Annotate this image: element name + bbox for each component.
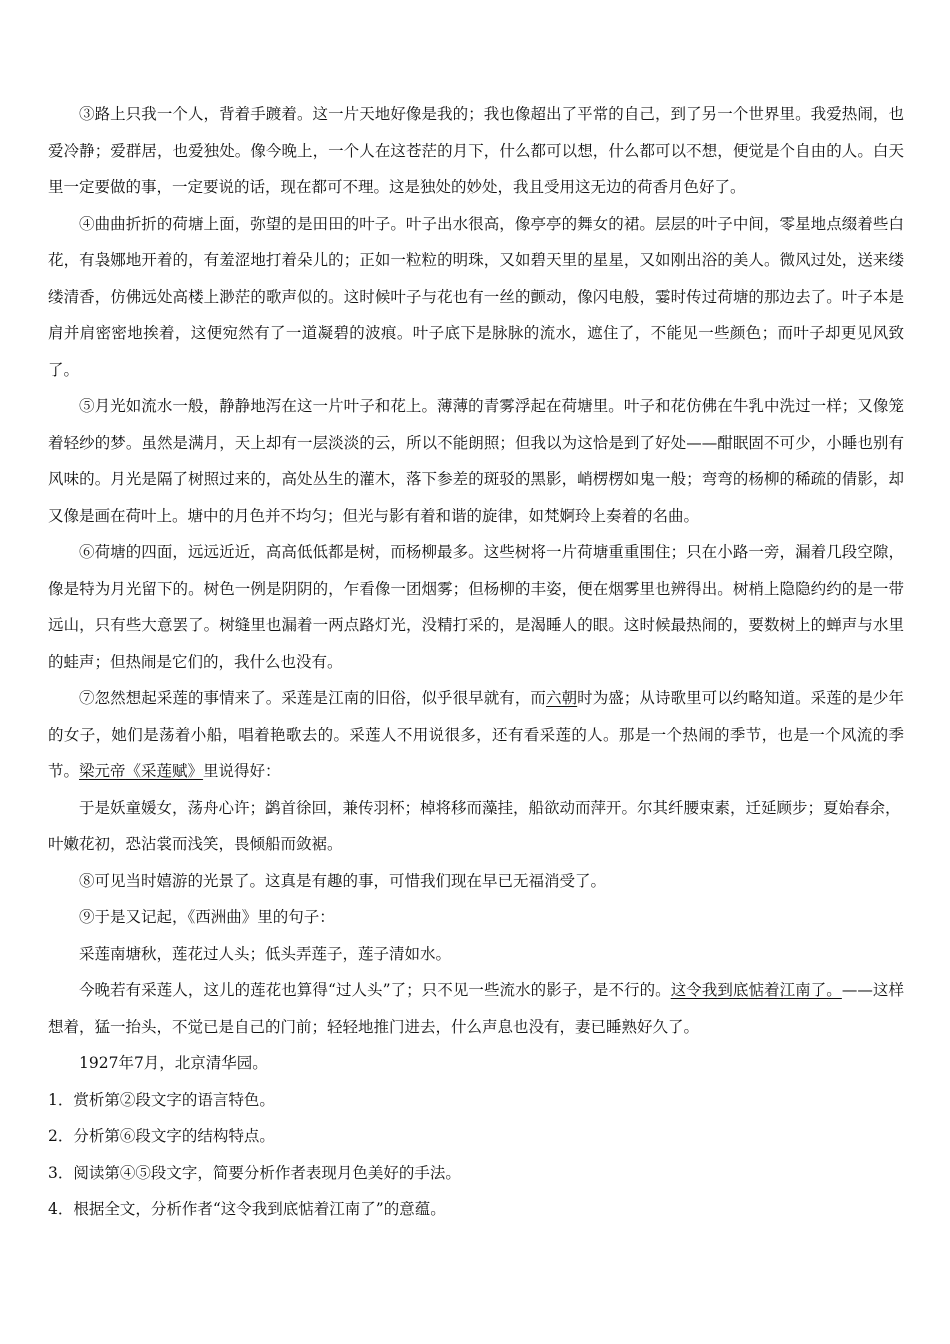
underlined-liuchao: 六朝 — [546, 689, 578, 707]
underlined-liang-yuandi: 梁元帝 — [79, 762, 126, 780]
paragraph-6: ⑥荷塘的四面，远远近近，高高低低都是树，而杨柳最多。这些树将一片荷塘重重围住；只在小路一旁，漏着几段空隙，像是特为月光留下的。树色一例是阴阴的，乍看像一团烟雾；但杨柳的丰姿，便在烟雾里也辨得出。树梢上隐隐约约的是一带远山，只有些大意罢了。树缝里也漏着一两点路灯光，没精打采的，是渴睡人的眼。这时候最热闹的，要数树上的蝉声与水里的蛙声；但热闹是它们的，我什么也没有。 — [48, 543, 904, 671]
paragraph-7-text-a: ⑦忽然想起采莲的事情来了。采莲是江南的旧俗，似乎很早就有，而 — [79, 689, 546, 707]
paragraph-7 — [48, 680, 904, 790]
quote-xizhou-qu: 采莲南塘秋，莲花过人头；低头弄莲子，莲子清如水。 — [79, 944, 452, 963]
paragraph-10-text-b: ——这样想着，猛一抬头，不觉已是自己的门前；轻轻地推门进去，什么声息也没有，妻已睡熟好久了。 — [48, 981, 904, 1036]
question-3: 3．阅读第④⑤段文字，简要分析作者表现月色美好的手法。 — [48, 1163, 461, 1182]
paragraph-10-text-a: 今晚若有采莲人，这儿的莲花也算得“过人头”了；只不见一些流水的影子，是不行的。 — [79, 981, 671, 999]
paragraph-5: ⑤月光如流水一般，静静地泻在这一片叶子和花上。薄薄的青雾浮起在荷塘里。叶子和花仿佛在牛乳中洗过一样；又像笼着轻纱的梦。虽然是满月，天上却有一层淡淡的云，所以不能朗照；但我以为这恰是到了好处——酣眠固不可少，小睡也别有风味的。月光是隔了树照过来的，高处丛生的灌木，落下参差的斑驳的黑影，峭楞楞如鬼一般；弯弯的杨柳的稀疏的倩影，却又像是画在荷叶上。塘中的月色并不均匀；但光与影有着和谐的旋律，如梵婀玲上奏着的名曲。 — [48, 397, 904, 525]
question-4: 4．根据全文，分析作者“这令我到底惦着江南了”的意蕴。 — [48, 1200, 446, 1218]
paragraph-10 — [48, 972, 904, 1045]
underlined-cailian-fu: 《采莲赋》 — [125, 762, 204, 780]
paragraph-8: ⑧可见当时嬉游的光景了。这真是有趣的事，可惜我们现在早已无福消受了。 — [79, 871, 607, 890]
paragraph-7-text-b: 时为盛；从诗歌里可以约略知道。采莲的是少年的女子，她们是荡着小船，唱着艳歌去的。采莲人不用说很多，还有看采莲的人。那是一个热闹的季节，也是一个风流的季节。 — [48, 689, 904, 780]
question-2: 2．分析第⑥段文字的结构特点。 — [48, 1127, 275, 1145]
paragraph-7-text-c: 里说得好： — [203, 762, 281, 780]
quote-cailian-fu: 于是妖童媛女，荡舟心许；鹢首徐回，兼传羽杯；棹将移而藻挂，船欲动而萍开。尔其纤腰束素，迁延顾步；夏始春余，叶嫩花初，恐沾裳而浅笑，畏倾船而敛裾。 — [48, 798, 901, 853]
paragraph-4: ④曲曲折折的荷塘上面，弥望的是田田的叶子。叶子出水很高，像亭亭的舞女的裙。层层的叶子中间，零星地点缀着些白花，有袅娜地开着的，有羞涩地打着朵儿的；正如一粒粒的明珠，又如碧天里的星星，又如刚出浴的美人。微风过处，送来缕缕清香，仿佛远处高楼上渺茫的歌声似的。这时候叶子与花也有一丝的颤动，像闪电般，霎时传过荷塘的那边去了。叶子本是肩并肩密密地挨着，这便宛然有了一道凝碧的波痕。叶子底下是脉脉的流水，遮住了，不能见一些颜色；而叶子却更见风致了。 — [48, 214, 904, 379]
document-page — [48, 96, 904, 1228]
paragraph-9: ⑨于是又记起，《西洲曲》里的句子： — [79, 908, 335, 926]
underlined-key-sentence: 这令我到底惦着江南了。 — [670, 981, 842, 999]
paragraph-3: ③路上只我一个人，背着手踱着。这一片天地好像是我的；我也像超出了平常的自己，到了另一个世界里。我爱热闹，也爱冷静；爱群居，也爱独处。像今晚上，一个人在这苍茫的月下，什么都可以想，什么都可以不想，便觉是个自由的人。白天里一定要做的事，一定要说的话，现在都可不理。这是独处的妙处，我且受用这无边的荷香月色好了。 — [48, 105, 904, 196]
date-line: 1927年7月，北京清华园。 — [79, 1054, 268, 1072]
question-1: 1．赏析第②段文字的语言特色。 — [48, 1090, 275, 1109]
